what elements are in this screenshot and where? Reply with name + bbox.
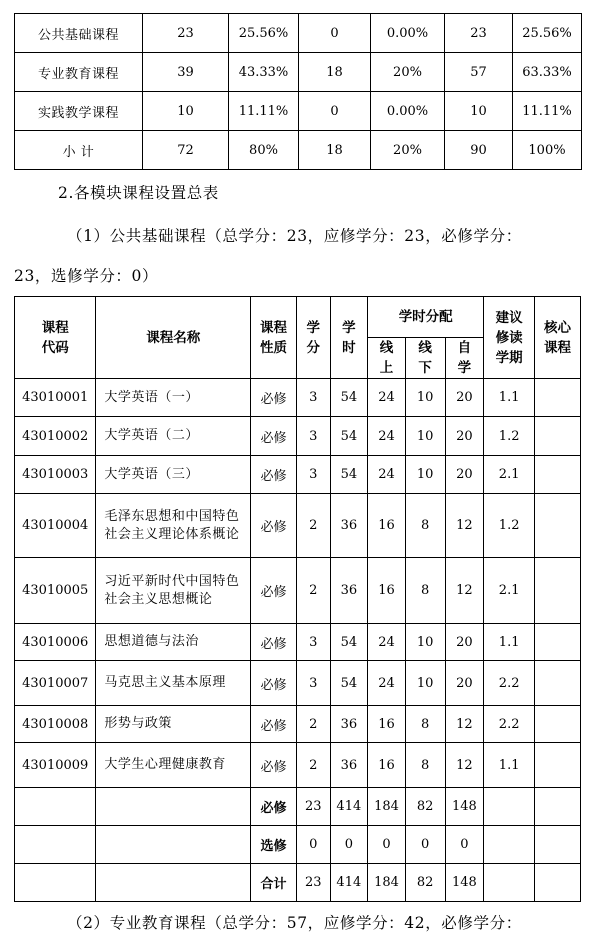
- hours-cell: 414: [330, 788, 368, 826]
- course-nature-cell: 必修: [251, 379, 297, 417]
- table-row: [15, 661, 581, 706]
- self-study-hours-cell: 0: [445, 826, 484, 864]
- header-course-nature: 课程性质: [251, 297, 297, 379]
- credit-cell: 2: [296, 743, 330, 788]
- hours-cell: 54: [330, 456, 368, 494]
- table-row: [15, 14, 582, 53]
- course-nature-cell: 必修: [251, 456, 297, 494]
- total-label-cell: 合计: [251, 864, 297, 902]
- credit-cell: 23: [296, 788, 330, 826]
- table-row: [15, 131, 582, 170]
- offline-hours-cell: 8: [405, 706, 445, 743]
- core-cell: [535, 661, 581, 706]
- header-self-study: 自学: [445, 338, 484, 379]
- module-name-cell: 专业教育课程: [15, 53, 143, 92]
- course-nature-cell: 必修: [251, 558, 297, 624]
- table-row: [15, 92, 582, 131]
- required-credit-cell: 23: [143, 14, 229, 53]
- elective-credit-cell: 0: [299, 14, 371, 53]
- credit-cell: 2: [296, 494, 330, 558]
- online-hours-cell: 184: [368, 788, 406, 826]
- total-credit-cell: 23: [445, 14, 513, 53]
- core-cell: [535, 379, 581, 417]
- credit-cell: 3: [296, 456, 330, 494]
- self-study-hours-cell: 20: [445, 624, 484, 661]
- required-percent-cell: 43.33%: [229, 53, 299, 92]
- hours-cell: 54: [330, 379, 368, 417]
- self-study-hours-cell: 148: [445, 864, 484, 902]
- course-code-cell: 43010004: [15, 494, 96, 558]
- online-hours-cell: 0: [368, 826, 406, 864]
- course-name-cell: 大学生心理健康教育: [96, 743, 251, 788]
- term-cell: 1.1: [484, 743, 535, 788]
- empty-cell: [96, 864, 251, 902]
- header-offline: 线下: [405, 338, 445, 379]
- paragraph-line: （1）公共基础课程（总学分：23，应修学分：23，必修学分：: [67, 227, 522, 245]
- offline-hours-cell: 10: [405, 624, 445, 661]
- self-study-hours-cell: 148: [445, 788, 484, 826]
- hours-cell: 36: [330, 494, 368, 558]
- total-label-cell: 必修: [251, 788, 297, 826]
- course-name-cell: 大学英语（二）: [96, 417, 251, 456]
- credit-cell: 3: [296, 417, 330, 456]
- empty-cell: [96, 788, 251, 826]
- offline-hours-cell: 0: [405, 826, 445, 864]
- self-study-hours-cell: 12: [445, 706, 484, 743]
- offline-hours-cell: 8: [405, 558, 445, 624]
- course-code-cell: 43010009: [15, 743, 96, 788]
- course-name-cell: 习近平新时代中国特色社会主义思想概论: [96, 558, 251, 624]
- elective-percent-cell: 0.00%: [371, 14, 445, 53]
- course-name-cell: 思想道德与法治: [96, 624, 251, 661]
- core-cell: [535, 456, 581, 494]
- header-online: 线上: [368, 338, 406, 379]
- header-suggested-term: 建议修读学期: [484, 297, 535, 379]
- credit-summary-table: [14, 13, 582, 170]
- credit-cell: 2: [296, 558, 330, 624]
- core-cell: [535, 743, 581, 788]
- credit-cell: 3: [296, 379, 330, 417]
- hours-cell: 54: [330, 624, 368, 661]
- course-code-cell: 43010007: [15, 661, 96, 706]
- table-row: [15, 456, 581, 494]
- course-code-cell: 43010003: [15, 456, 96, 494]
- empty-cell: [484, 864, 535, 902]
- offline-hours-cell: 8: [405, 743, 445, 788]
- hours-cell: 36: [330, 558, 368, 624]
- course-name-cell: 马克思主义基本原理: [96, 661, 251, 706]
- credit-cell: 3: [296, 661, 330, 706]
- online-hours-cell: 24: [368, 379, 406, 417]
- course-name-cell: 大学英语（一）: [96, 379, 251, 417]
- required-percent-cell: 25.56%: [229, 14, 299, 53]
- course-code-cell: 43010002: [15, 417, 96, 456]
- empty-cell: [484, 826, 535, 864]
- course-nature-cell: 必修: [251, 494, 297, 558]
- credit-cell: 2: [296, 706, 330, 743]
- module-name-cell: 小 计: [15, 131, 143, 170]
- table-row: [15, 706, 581, 743]
- course-nature-cell: 必修: [251, 661, 297, 706]
- elective-credit-cell: 18: [299, 131, 371, 170]
- module-name-cell: 实践教学课程: [15, 92, 143, 131]
- self-study-hours-cell: 12: [445, 558, 484, 624]
- course-nature-cell: 必修: [251, 624, 297, 661]
- paragraph-line: 23，选修学分：0）: [14, 267, 159, 285]
- term-cell: 1.2: [484, 494, 535, 558]
- total-label-cell: 选修: [251, 826, 297, 864]
- self-study-hours-cell: 12: [445, 494, 484, 558]
- course-nature-cell: 必修: [251, 706, 297, 743]
- elective-percent-cell: 20%: [371, 53, 445, 92]
- credit-cell: 23: [296, 864, 330, 902]
- header-core-course: 核心课程: [535, 297, 581, 379]
- header-hours-distribution: 学时分配: [368, 297, 484, 338]
- offline-hours-cell: 10: [405, 456, 445, 494]
- course-name-cell: 形势与政策: [96, 706, 251, 743]
- course-name-cell: 毛泽东思想和中国特色社会主义理论体系概论: [96, 494, 251, 558]
- course-code-cell: 43010001: [15, 379, 96, 417]
- term-cell: 1.2: [484, 417, 535, 456]
- table-row: [15, 864, 581, 902]
- required-percent-cell: 80%: [229, 131, 299, 170]
- credit-cell: 0: [296, 826, 330, 864]
- self-study-hours-cell: 20: [445, 379, 484, 417]
- term-cell: 1.1: [484, 624, 535, 661]
- table-row: [15, 826, 581, 864]
- empty-cell: [96, 826, 251, 864]
- table-row: [15, 417, 581, 456]
- self-study-hours-cell: 20: [445, 417, 484, 456]
- hours-cell: 36: [330, 706, 368, 743]
- required-credit-cell: 72: [143, 131, 229, 170]
- hours-cell: 54: [330, 417, 368, 456]
- course-name-cell: 大学英语（三）: [96, 456, 251, 494]
- self-study-hours-cell: 12: [445, 743, 484, 788]
- online-hours-cell: 184: [368, 864, 406, 902]
- empty-cell: [15, 826, 96, 864]
- header-course-code: 课程代码: [15, 297, 96, 379]
- total-credit-cell: 10: [445, 92, 513, 131]
- term-cell: 2.2: [484, 706, 535, 743]
- empty-cell: [535, 864, 581, 902]
- empty-cell: [535, 788, 581, 826]
- table-row: [15, 494, 581, 558]
- online-hours-cell: 24: [368, 661, 406, 706]
- online-hours-cell: 24: [368, 417, 406, 456]
- offline-hours-cell: 10: [405, 661, 445, 706]
- term-cell: 2.2: [484, 661, 535, 706]
- elective-percent-cell: 0.00%: [371, 92, 445, 131]
- total-percent-cell: 11.11%: [513, 92, 582, 131]
- table-row: [15, 788, 581, 826]
- online-hours-cell: 16: [368, 558, 406, 624]
- core-cell: [535, 417, 581, 456]
- header-course-name: 课程名称: [96, 297, 251, 379]
- total-percent-cell: 63.33%: [513, 53, 582, 92]
- offline-hours-cell: 82: [405, 864, 445, 902]
- online-hours-cell: 16: [368, 743, 406, 788]
- online-hours-cell: 24: [368, 624, 406, 661]
- hours-cell: 0: [330, 826, 368, 864]
- header-credit: 学分: [296, 297, 330, 379]
- online-hours-cell: 24: [368, 456, 406, 494]
- hours-cell: 414: [330, 864, 368, 902]
- offline-hours-cell: 8: [405, 494, 445, 558]
- offline-hours-cell: 10: [405, 417, 445, 456]
- course-code-cell: 43010006: [15, 624, 96, 661]
- offline-hours-cell: 10: [405, 379, 445, 417]
- header-hours: 学时: [330, 297, 368, 379]
- empty-cell: [15, 864, 96, 902]
- self-study-hours-cell: 20: [445, 456, 484, 494]
- table-header-row: [15, 297, 581, 338]
- hours-cell: 54: [330, 661, 368, 706]
- term-cell: 1.1: [484, 379, 535, 417]
- online-hours-cell: 16: [368, 494, 406, 558]
- course-code-cell: 43010008: [15, 706, 96, 743]
- core-cell: [535, 494, 581, 558]
- elective-credit-cell: 18: [299, 53, 371, 92]
- empty-cell: [15, 788, 96, 826]
- total-percent-cell: 25.56%: [513, 14, 582, 53]
- table-row: [15, 379, 581, 417]
- course-code-cell: 43010005: [15, 558, 96, 624]
- course-nature-cell: 必修: [251, 743, 297, 788]
- empty-cell: [484, 788, 535, 826]
- online-hours-cell: 16: [368, 706, 406, 743]
- total-credit-cell: 57: [445, 53, 513, 92]
- total-credit-cell: 90: [445, 131, 513, 170]
- core-cell: [535, 624, 581, 661]
- course-table: [14, 296, 581, 902]
- course-nature-cell: 必修: [251, 417, 297, 456]
- elective-credit-cell: 0: [299, 92, 371, 131]
- hours-cell: 36: [330, 743, 368, 788]
- module-name-cell: 公共基础课程: [15, 14, 143, 53]
- table-row: [15, 624, 581, 661]
- table-row: [15, 743, 581, 788]
- core-cell: [535, 706, 581, 743]
- required-credit-cell: 39: [143, 53, 229, 92]
- term-cell: 2.1: [484, 456, 535, 494]
- paragraph-line: （2）专业教育课程（总学分：57，应修学分：42，必修学分：: [67, 914, 522, 932]
- empty-cell: [535, 826, 581, 864]
- offline-hours-cell: 82: [405, 788, 445, 826]
- total-percent-cell: 100%: [513, 131, 582, 170]
- elective-percent-cell: 20%: [371, 131, 445, 170]
- required-percent-cell: 11.11%: [229, 92, 299, 131]
- table-row: [15, 53, 582, 92]
- self-study-hours-cell: 20: [445, 661, 484, 706]
- term-cell: 2.1: [484, 558, 535, 624]
- credit-cell: 3: [296, 624, 330, 661]
- table-row: [15, 558, 581, 624]
- section-heading: 2.各模块课程设置总表: [58, 184, 219, 202]
- required-credit-cell: 10: [143, 92, 229, 131]
- core-cell: [535, 558, 581, 624]
